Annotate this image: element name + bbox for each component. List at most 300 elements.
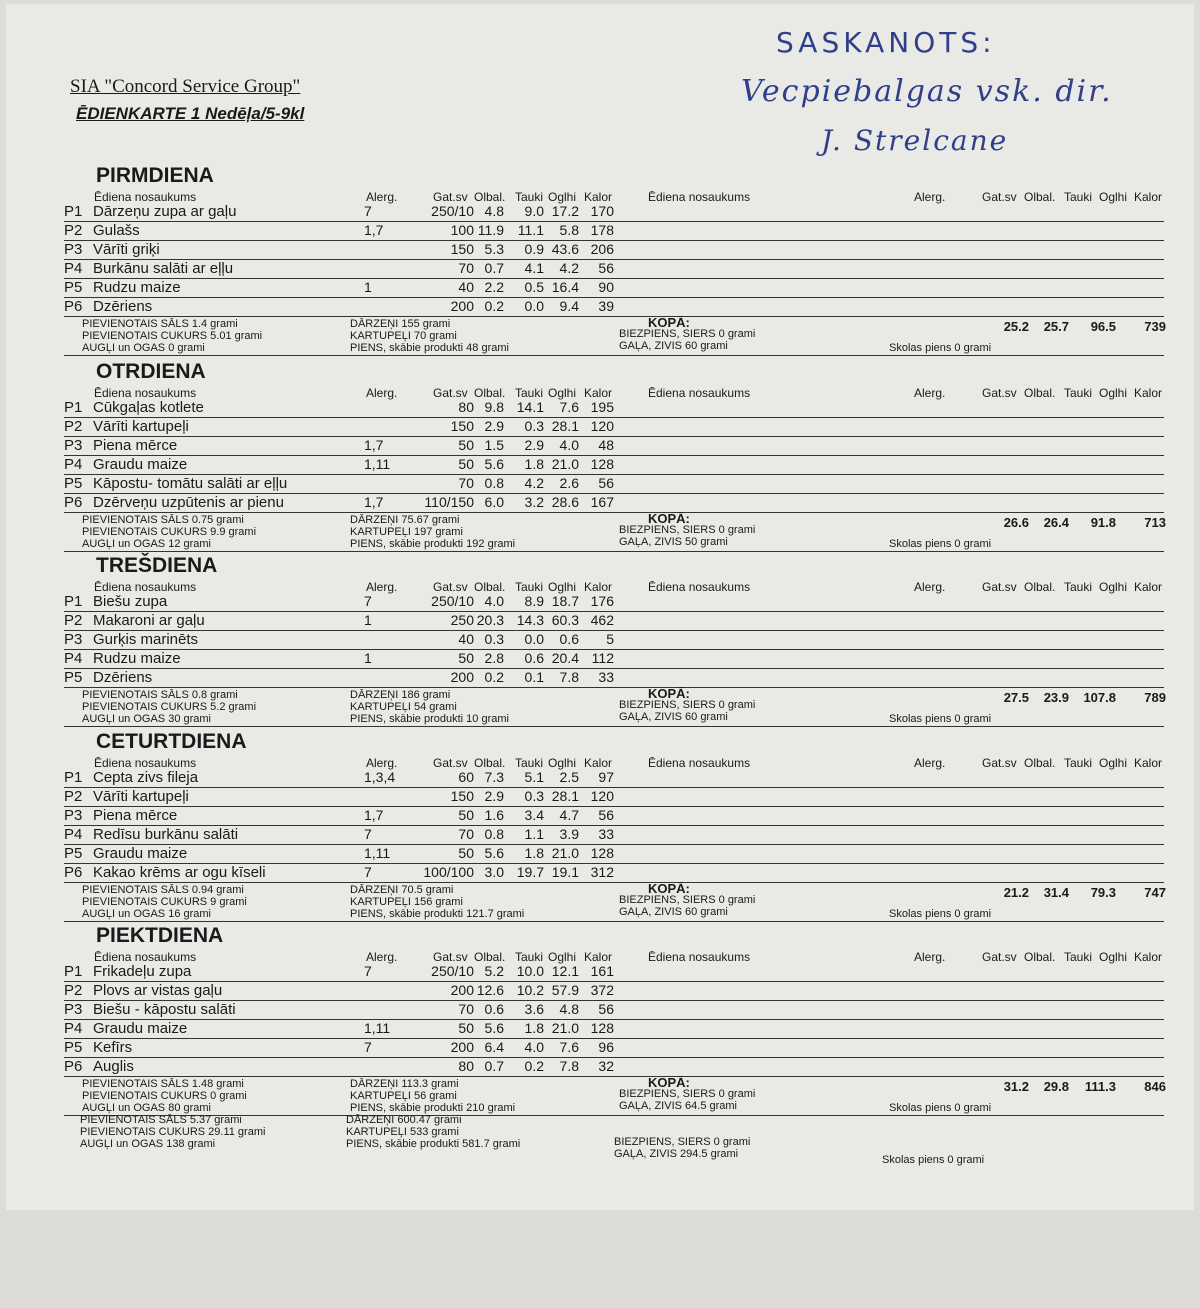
carbs: 7.8 — [559, 669, 579, 685]
allergens: 1,7 — [364, 494, 384, 510]
summary-additives: PIEVIENOTAIS SĀLS 0.94 grami — [82, 884, 244, 896]
summary-protein-foods: BIEZPIENS, SIERS 0 grami — [619, 524, 756, 536]
row-code: P2 — [64, 222, 83, 239]
row-code: P1 — [64, 203, 83, 220]
dish-name: Biešu - kāpostu salāti — [93, 1001, 236, 1018]
day-header-olbal: Olbal. — [474, 386, 506, 400]
day-header-oglhi: Oglhi — [548, 756, 577, 770]
summary-protein-foods: BIEZPIENS, SIERS 0 grami — [619, 1088, 756, 1100]
protein: 2.8 — [484, 650, 504, 666]
row-code: P6 — [64, 1058, 83, 1075]
summary-additives: PIEVIENOTAIS CUKURS 9 grami — [82, 896, 247, 908]
day-header-alerg-right: Alerg. — [914, 190, 946, 204]
calories: 128 — [590, 1020, 614, 1036]
total-carbs: 79.3 — [1090, 885, 1116, 900]
row-code: P3 — [64, 631, 83, 648]
day-header-oglhi-right: Oglhi — [1099, 580, 1128, 594]
table-row — [64, 844, 1164, 864]
portion: 80 — [458, 399, 474, 415]
day-header-olbal: Olbal. — [474, 580, 506, 594]
calories: 32 — [598, 1058, 614, 1074]
day-header-gatsv-right: Gat.sv — [982, 950, 1017, 964]
calories: 195 — [590, 399, 614, 415]
protein: 6.0 — [484, 494, 504, 510]
protein: 3.0 — [484, 864, 504, 880]
portion: 50 — [458, 650, 474, 666]
total-calories: 789 — [1144, 690, 1166, 705]
day-header-gatsv: Gat.sv — [433, 756, 468, 770]
row-code: P2 — [64, 982, 83, 999]
row-code: P5 — [64, 475, 83, 492]
calories: 56 — [598, 260, 614, 276]
portion: 250/10 — [431, 203, 474, 219]
protein: 11.9 — [477, 222, 504, 238]
summary-produce: KARTUPEĻI 197 grami — [350, 526, 463, 538]
summary-produce: KARTUPEĻI 56 grami — [350, 1090, 457, 1102]
kopa-label: KOPĀ: — [648, 315, 690, 330]
day-header-olbal-right: Olbal. — [1024, 580, 1056, 594]
summary-additives: AUGĻI un OGAS 80 grami — [82, 1102, 211, 1114]
dish-name: Cepta zivs fileja — [93, 769, 199, 786]
total-protein: 31.2 — [1003, 1079, 1029, 1094]
fat: 3.6 — [524, 1001, 544, 1017]
dish-name: Makaroni ar gaļu — [93, 612, 205, 629]
summary-protein-foods: GAĻA, ZIVIS 64.5 grami — [619, 1100, 737, 1112]
day-header-alerg: Alerg. — [366, 190, 398, 204]
portion: 70 — [458, 1001, 474, 1017]
school-milk: Skolas piens 0 grami — [889, 908, 992, 920]
allergens: 1,11 — [364, 456, 391, 472]
allergens: 7 — [364, 593, 372, 609]
day-header-kalor: Kalor — [584, 386, 613, 400]
calories: 56 — [598, 1001, 614, 1017]
day-name: PIEKTDIENA — [96, 924, 224, 947]
total-calories: 739 — [1144, 319, 1166, 334]
portion: 50 — [458, 807, 474, 823]
carbs: 4.7 — [559, 807, 579, 823]
portion: 50 — [458, 437, 474, 453]
portion: 40 — [458, 279, 474, 295]
day-header-alerg-right: Alerg. — [914, 756, 946, 770]
calories: 120 — [590, 788, 614, 804]
portion: 80 — [458, 1058, 474, 1074]
dish-name: Frikadeļu zupa — [93, 963, 192, 980]
fat: 4.0 — [524, 1039, 544, 1055]
allergens: 7 — [364, 203, 372, 219]
table-row — [64, 611, 1164, 631]
portion: 200 — [450, 1039, 474, 1055]
day-header-dish-right: Ēdiena nosaukums — [648, 386, 751, 400]
portion: 100/100 — [423, 864, 474, 880]
day-header-alerg: Alerg. — [366, 386, 398, 400]
protein: 4.0 — [484, 593, 504, 609]
handwritten-approval: SASKANOTS: — [776, 26, 996, 59]
fat: 1.1 — [524, 826, 544, 842]
day-header-kalor: Kalor — [584, 190, 613, 204]
weekly-school-milk: Skolas piens 0 grami — [882, 1154, 985, 1166]
carbs: 5.8 — [559, 222, 579, 238]
total-protein: 25.2 — [1003, 319, 1029, 334]
weekly-additives: PIEVIENOTAIS SĀLS 5.37 grami — [80, 1114, 242, 1126]
dish-name: Dzēriens — [93, 298, 153, 315]
weekly-produce: DĀRZEŅI 600.47 grami — [346, 1114, 462, 1126]
portion: 200 — [450, 669, 474, 685]
dish-name: Gulašs — [93, 222, 140, 239]
summary-protein-foods: BIEZPIENS, SIERS 0 grami — [619, 699, 756, 711]
summary-produce: PIENS, skābie produkti 48 grami — [350, 342, 509, 354]
day-header-oglhi-right: Oglhi — [1099, 756, 1128, 770]
total-fat: 23.9 — [1043, 690, 1069, 705]
summary-protein-foods: GAĻA, ZIVIS 50 grami — [619, 536, 728, 548]
calories: 97 — [598, 769, 614, 785]
dish-name: Vārīti kartupeļi — [93, 418, 189, 435]
protein: 5.6 — [484, 1020, 504, 1036]
calories: 312 — [590, 864, 614, 880]
fat: 1.8 — [524, 845, 544, 861]
table-row — [64, 768, 1164, 788]
day-header-oglhi-right: Oglhi — [1099, 190, 1128, 204]
day-header-gatsv-right: Gat.sv — [982, 386, 1017, 400]
summary-additives: PIEVIENOTAIS CUKURS 9.9 grami — [82, 526, 257, 538]
table-row — [64, 493, 1164, 513]
carbs: 17.2 — [551, 203, 579, 219]
carbs: 4.0 — [559, 437, 579, 453]
day-header-tauki-right: Tauki — [1064, 950, 1093, 964]
dish-name: Dzērveņu uzpūtenis ar pienu — [93, 494, 284, 511]
dish-name: Auglis — [93, 1058, 134, 1075]
total-fat: 31.4 — [1043, 885, 1069, 900]
protein: 0.6 — [484, 1001, 504, 1017]
summary-produce: DĀRZEŅI 70.5 grami — [350, 884, 454, 896]
handwritten-position: Vecpiebalgas vsk. dir. — [741, 74, 1113, 109]
portion: 200 — [450, 298, 474, 314]
day-header-tauki: Tauki — [515, 950, 544, 964]
protein: 0.8 — [484, 826, 504, 842]
total-fat: 25.7 — [1043, 319, 1069, 334]
carbs: 4.2 — [559, 260, 579, 276]
dish-name: Piena mērce — [93, 807, 178, 824]
row-code: P4 — [64, 1020, 83, 1037]
protein: 0.7 — [484, 1058, 504, 1074]
carbs: 21.0 — [551, 1020, 579, 1036]
day-header-oglhi-right: Oglhi — [1099, 386, 1128, 400]
day-header-kalor-right: Kalor — [1134, 386, 1163, 400]
fat: 14.1 — [516, 399, 544, 415]
allergens: 1,7 — [364, 222, 384, 238]
weekly-additives: PIEVIENOTAIS CUKURS 29.11 grami — [80, 1126, 266, 1138]
fat: 4.2 — [524, 475, 544, 491]
row-code: P3 — [64, 807, 83, 824]
kopa-label: KOPĀ: — [648, 686, 690, 701]
row-code: P1 — [64, 769, 83, 786]
summary-additives: PIEVIENOTAIS SĀLS 1.48 grami — [82, 1078, 244, 1090]
school-milk: Skolas piens 0 grami — [889, 538, 992, 550]
summary-additives: PIEVIENOTAIS SĀLS 0.8 grami — [82, 689, 238, 701]
row-code: P1 — [64, 399, 83, 416]
day-header-tauki: Tauki — [515, 386, 544, 400]
day-name: TREŠDIENA — [96, 554, 218, 577]
table-row — [64, 1057, 1164, 1077]
summary-additives: PIEVIENOTAIS CUKURS 5.2 grami — [82, 701, 257, 713]
day-header-alerg-right: Alerg. — [914, 580, 946, 594]
calories: 33 — [598, 669, 614, 685]
fat: 0.3 — [524, 418, 544, 434]
protein: 6.4 — [484, 1039, 504, 1055]
day-name: CETURTDIENA — [96, 730, 247, 753]
portion: 40 — [458, 631, 474, 647]
summary-produce: DĀRZEŅI 186 grami — [350, 689, 451, 701]
day-header-olbal-right: Olbal. — [1024, 950, 1056, 964]
carbs: 43.6 — [551, 241, 579, 257]
calories: 39 — [598, 298, 614, 314]
total-carbs: 91.8 — [1090, 515, 1116, 530]
company-name: SIA "Concord Service Group" — [70, 76, 301, 97]
day-header-gatsv-right: Gat.sv — [982, 190, 1017, 204]
total-protein: 26.6 — [1003, 515, 1029, 530]
calories: 128 — [590, 456, 614, 472]
row-code: P4 — [64, 826, 83, 843]
day-header-tauki: Tauki — [515, 580, 544, 594]
portion: 60 — [458, 769, 474, 785]
calories: 128 — [590, 845, 614, 861]
carbs: 28.1 — [551, 418, 579, 434]
day-header-gatsv: Gat.sv — [433, 950, 468, 964]
carbs: 20.4 — [551, 650, 579, 666]
day-header-tauki: Tauki — [515, 756, 544, 770]
day-header-olbal: Olbal. — [474, 190, 506, 204]
table-row — [64, 259, 1164, 279]
day-header-oglhi: Oglhi — [548, 580, 577, 594]
allergens: 1,7 — [364, 807, 384, 823]
summary-protein-foods: BIEZPIENS, SIERS 0 grami — [619, 328, 756, 340]
dish-name: Gurķis marinēts — [93, 631, 199, 648]
calories: 112 — [591, 650, 614, 666]
row-code: P4 — [64, 456, 83, 473]
protein: 0.7 — [484, 260, 504, 276]
row-code: P4 — [64, 260, 83, 277]
protein: 0.3 — [484, 631, 504, 647]
allergens: 1,3,4 — [364, 769, 396, 785]
protein: 0.8 — [484, 475, 504, 491]
carbs: 2.5 — [559, 769, 579, 785]
table-row — [64, 592, 1164, 612]
day-header-oglhi: Oglhi — [548, 950, 577, 964]
weekly-protein-foods: GAĻA, ZIVIS 294.5 grami — [614, 1148, 739, 1160]
fat: 3.4 — [524, 807, 544, 823]
table-row — [64, 398, 1164, 418]
summary-produce: PIENS, skābie produkti 10 grami — [350, 713, 509, 725]
dish-name: Rudzu maize — [93, 650, 181, 667]
protein: 1.5 — [484, 437, 504, 453]
total-calories: 713 — [1144, 515, 1166, 530]
day-header-gatsv-right: Gat.sv — [982, 756, 1017, 770]
row-code: P2 — [64, 788, 83, 805]
day-block — [64, 924, 1174, 1118]
dish-name: Graudu maize — [93, 456, 188, 473]
summary-additives: AUGĻI un OGAS 30 grami — [82, 713, 211, 725]
row-code: P1 — [64, 593, 83, 610]
calories: 170 — [590, 203, 614, 219]
calories: 56 — [598, 807, 614, 823]
carbs: 7.6 — [559, 399, 579, 415]
kopa-label: KOPĀ: — [648, 511, 690, 526]
table-row — [64, 962, 1164, 982]
summary-produce: KARTUPEĻI 54 grami — [350, 701, 457, 713]
dish-name: Dzēriens — [93, 669, 153, 686]
allergens: 1,11 — [364, 845, 391, 861]
protein: 1.6 — [484, 807, 504, 823]
school-milk: Skolas piens 0 grami — [889, 1102, 992, 1114]
calories: 372 — [590, 982, 614, 998]
fat: 0.2 — [524, 1058, 544, 1074]
calories: 167 — [590, 494, 614, 510]
table-row — [64, 436, 1164, 456]
summary-divider — [64, 551, 1164, 552]
protein: 5.2 — [484, 963, 504, 979]
calories: 48 — [598, 437, 614, 453]
dish-name: Graudu maize — [93, 1020, 188, 1037]
weekly-produce: PIENS, skābie produkti 581.7 grami — [346, 1138, 521, 1150]
dish-name: Kakao krēms ar ogu kīseli — [93, 864, 266, 881]
carbs: 18.7 — [551, 593, 579, 609]
summary-divider — [64, 726, 1164, 727]
carbs: 60.3 — [551, 612, 579, 628]
portion: 70 — [458, 826, 474, 842]
fat: 4.1 — [524, 260, 544, 276]
table-row — [64, 278, 1164, 298]
day-header-kalor-right: Kalor — [1134, 580, 1163, 594]
protein: 5.6 — [484, 845, 504, 861]
summary-divider — [64, 355, 1164, 356]
table-row — [64, 221, 1164, 241]
carbs: 4.8 — [559, 1001, 579, 1017]
portion: 250 — [450, 612, 474, 628]
protein: 12.6 — [476, 982, 504, 998]
calories: 56 — [598, 475, 614, 491]
table-row — [64, 806, 1164, 826]
row-code: P6 — [64, 494, 83, 511]
weekly-produce: KARTUPEĻI 533 grami — [346, 1126, 459, 1138]
summary-produce: PIENS, skābie produkti 192 grami — [350, 538, 516, 550]
day-header-dish: Ēdiena nosaukums — [94, 386, 197, 400]
total-protein: 27.5 — [1003, 690, 1029, 705]
row-code: P1 — [64, 963, 83, 980]
day-header-tauki-right: Tauki — [1064, 386, 1093, 400]
calories: 206 — [590, 241, 614, 257]
row-code: P6 — [64, 864, 83, 881]
fat: 10.2 — [516, 982, 544, 998]
dish-name: Plovs ar vistas gaļu — [93, 982, 223, 999]
day-header-alerg: Alerg. — [366, 756, 398, 770]
day-header-oglhi: Oglhi — [548, 386, 577, 400]
fat: 2.9 — [524, 437, 544, 453]
dish-name: Kāpostu- tomātu salāti ar eļļu — [93, 475, 288, 492]
table-row — [64, 417, 1164, 437]
carbs: 28.6 — [551, 494, 579, 510]
carbs: 0.6 — [559, 631, 579, 647]
dish-name: Kefīrs — [93, 1039, 133, 1056]
protein: 4.8 — [484, 203, 504, 219]
day-header-alerg-right: Alerg. — [914, 386, 946, 400]
dish-name: Burkānu salāti ar eļļu — [93, 260, 234, 277]
calories: 161 — [590, 963, 614, 979]
day-block — [64, 730, 1174, 924]
dish-name: Rudzu maize — [93, 279, 181, 296]
handwritten-signature: J. Strelcane — [821, 124, 1009, 157]
calories: 90 — [598, 279, 614, 295]
row-code: P3 — [64, 241, 83, 258]
calories: 176 — [590, 593, 614, 609]
day-header-tauki: Tauki — [515, 190, 544, 204]
allergens: 7 — [364, 864, 372, 880]
row-code: P2 — [64, 612, 83, 629]
day-header-dish: Ēdiena nosaukums — [94, 756, 197, 770]
dish-name: Graudu maize — [93, 845, 188, 862]
day-block — [64, 360, 1174, 554]
kopa-label: KOPĀ: — [648, 1075, 690, 1090]
table-row — [64, 1019, 1164, 1039]
carbs: 28.1 — [551, 788, 579, 804]
table-row — [64, 863, 1164, 883]
protein: 20.3 — [476, 612, 504, 628]
total-fat: 26.4 — [1043, 515, 1069, 530]
carbs: 7.8 — [559, 1058, 579, 1074]
summary-produce: KARTUPEĻI 70 grami — [350, 330, 457, 342]
summary-additives: AUGĻI un OGAS 16 grami — [82, 908, 211, 920]
day-header-kalor-right: Kalor — [1134, 756, 1163, 770]
day-header-kalor-right: Kalor — [1134, 190, 1163, 204]
day-header-olbal-right: Olbal. — [1024, 190, 1056, 204]
allergens: 1 — [364, 650, 372, 666]
table-row — [64, 474, 1164, 494]
total-protein: 21.2 — [1003, 885, 1029, 900]
portion: 110/150 — [424, 494, 474, 510]
fat: 9.0 — [524, 203, 544, 219]
fat: 0.3 — [524, 788, 544, 804]
summary-protein-foods: GAĻA, ZIVIS 60 grami — [619, 906, 728, 918]
day-block — [64, 554, 1174, 748]
fat: 8.9 — [524, 593, 544, 609]
summary-additives: AUGĻI un OGAS 12 grami — [82, 538, 211, 550]
portion: 50 — [458, 845, 474, 861]
portion: 50 — [458, 1020, 474, 1036]
day-header-tauki-right: Tauki — [1064, 756, 1093, 770]
fat: 0.1 — [524, 669, 544, 685]
calories: 178 — [590, 222, 614, 238]
table-row — [64, 787, 1164, 807]
carbs: 9.4 — [559, 298, 579, 314]
row-code: P3 — [64, 1001, 83, 1018]
day-name: PIRMDIENA — [96, 164, 214, 187]
portion: 150 — [450, 241, 474, 257]
protein: 0.2 — [484, 298, 504, 314]
summary-produce: PIENS, skābie produkti 210 grami — [350, 1102, 516, 1114]
fat: 1.8 — [524, 1020, 544, 1036]
day-name: OTRDIENA — [96, 360, 206, 383]
day-block — [64, 164, 1174, 358]
fat: 11.1 — [517, 222, 544, 238]
protein: 5.3 — [484, 241, 504, 257]
allergens: 7 — [364, 1039, 372, 1055]
dish-name: Vārīti griķi — [93, 241, 160, 258]
day-header-gatsv: Gat.sv — [433, 580, 468, 594]
total-carbs: 107.8 — [1083, 690, 1116, 705]
protein: 2.2 — [484, 279, 504, 295]
dish-name: Redīsu burkānu salāti — [93, 826, 239, 843]
table-row — [64, 825, 1164, 845]
calories: 33 — [598, 826, 614, 842]
portion: 70 — [458, 475, 474, 491]
